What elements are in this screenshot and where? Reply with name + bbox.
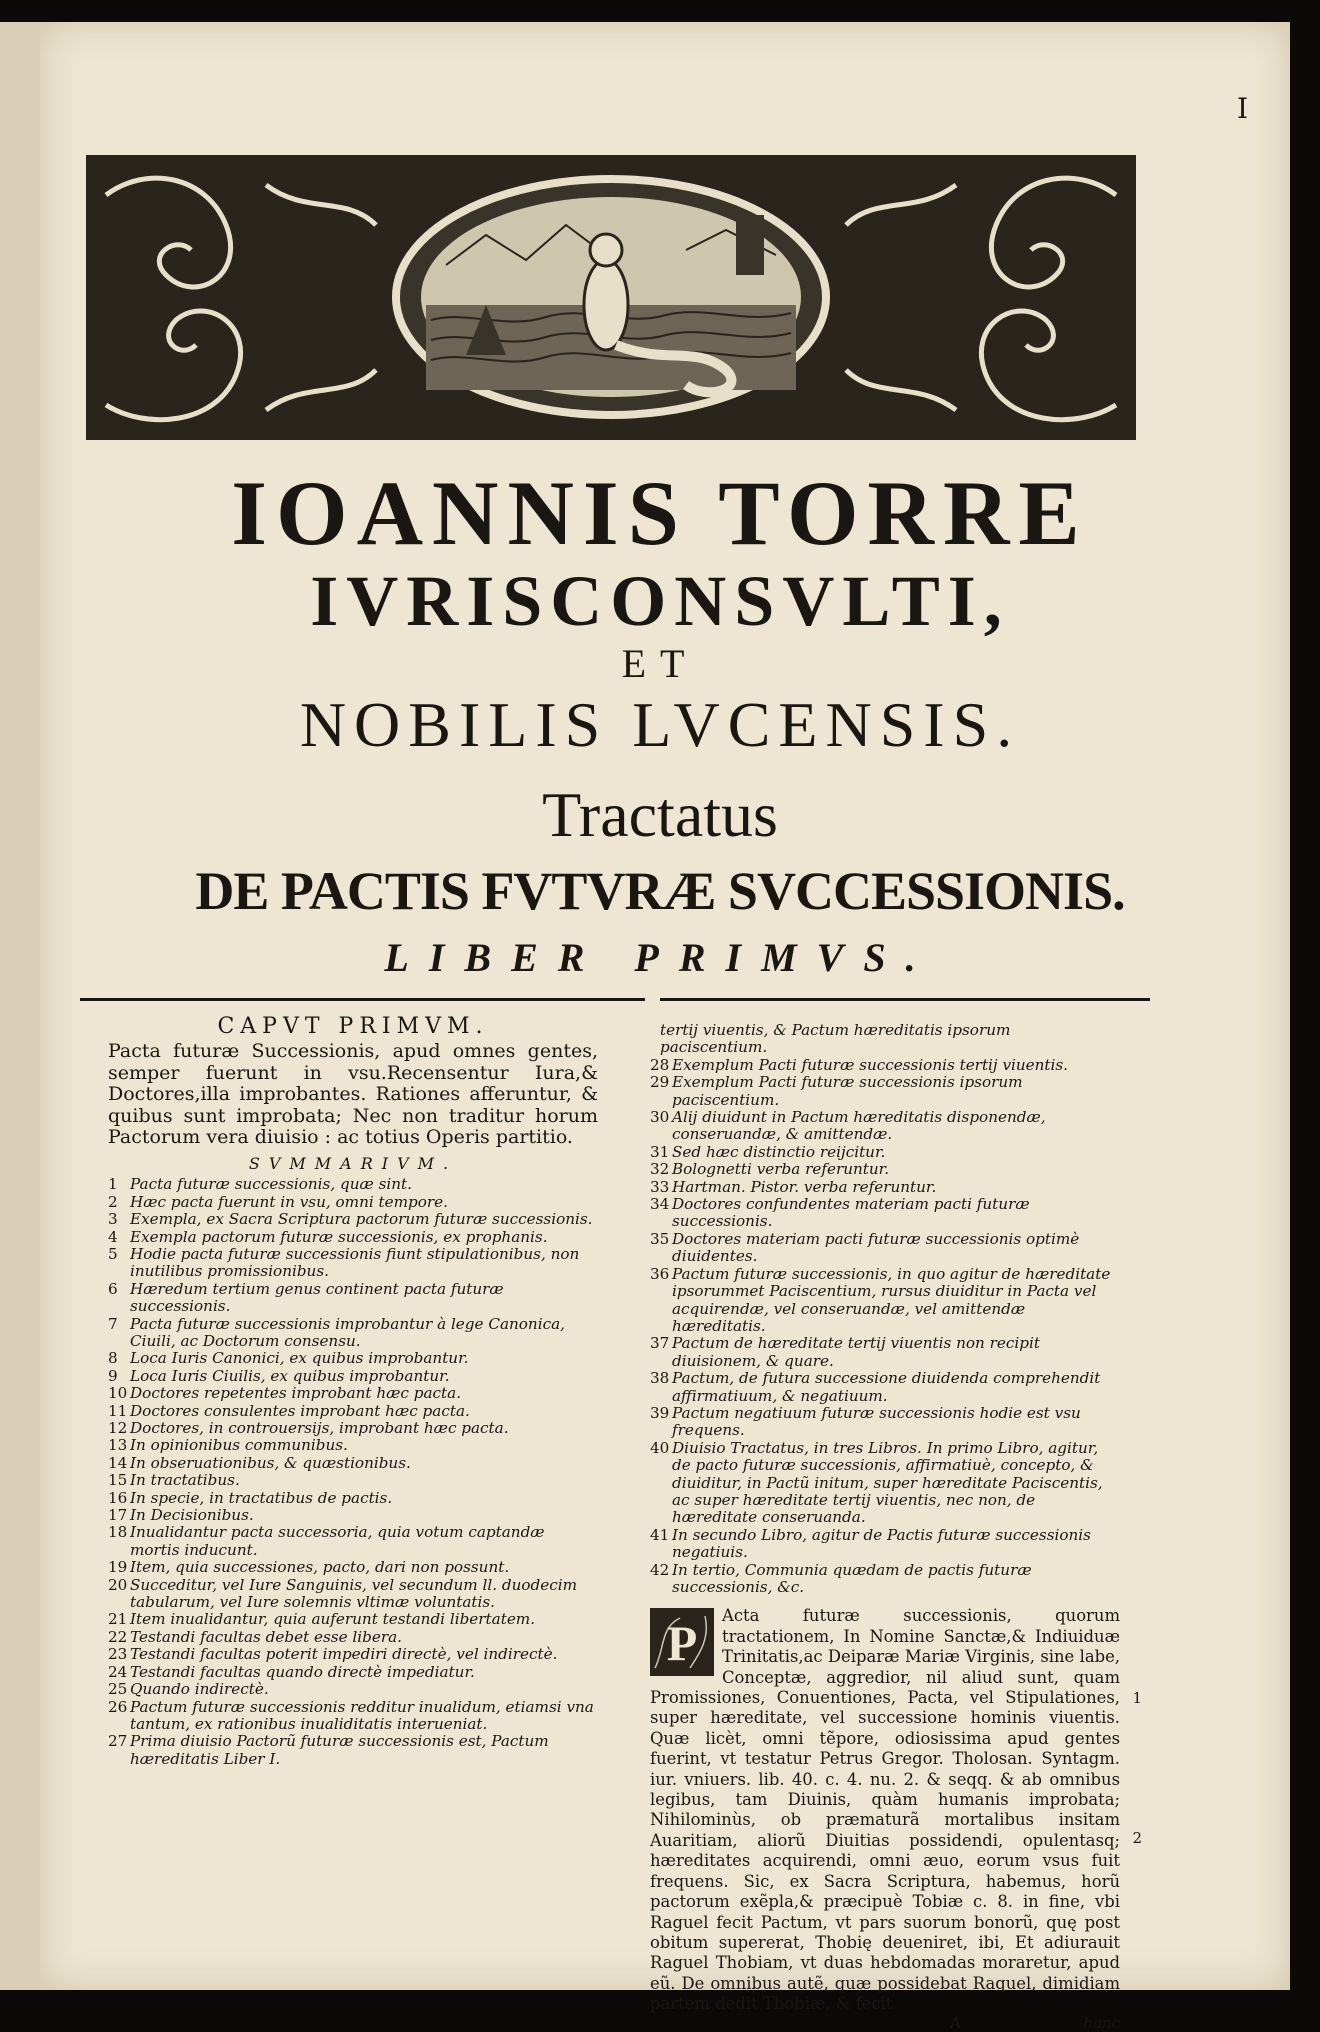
summary-item-text: Exemplum Pacti futuræ successionis ipsorum paciscentium.	[672, 1073, 1023, 1109]
summary-item-number: 8	[108, 1349, 118, 1368]
previous-page-edge	[0, 22, 42, 1990]
summary-item-number: 10	[108, 1384, 128, 1403]
summary-item-text: Prima diuisio Pactorũ futuræ successionis est, Pactum hæreditatis Liber I.	[130, 1732, 549, 1768]
summary-item-text: Item, quia successiones, pacto, dari non possunt.	[130, 1558, 510, 1577]
summary-item	[108, 1629, 598, 1646]
summary-item-number: 15	[108, 1471, 128, 1490]
signature-mark: A	[950, 2013, 961, 2032]
summary-item	[650, 1405, 1120, 1440]
summary-item	[108, 1472, 598, 1489]
summary-item-number: 9	[108, 1366, 118, 1385]
summary-item-text: Pacta futuræ successionis improbantur à lege Canonica, Ciuili, ac Doctorum consensu.	[130, 1314, 565, 1350]
summary-item-number: 31	[650, 1142, 670, 1161]
decorated-initial	[650, 1608, 714, 1676]
summary-item-number: 30	[650, 1108, 670, 1127]
summary-item-text: Loca Iuris Canonici, ex quibus improbantur.	[130, 1349, 469, 1368]
summary-item-number: 41	[650, 1525, 670, 1544]
summary-item	[108, 1194, 598, 1211]
summary-item	[650, 1231, 1120, 1266]
summary-item-number: 20	[108, 1575, 128, 1594]
summary-item	[650, 1109, 1120, 1144]
summary-item-number: 11	[108, 1401, 128, 1420]
summary-item	[108, 1646, 598, 1663]
summary-item-number: 36	[650, 1264, 670, 1283]
summary-item-number: 7	[108, 1314, 118, 1333]
summary-item-text: Testandi facultas poterit impediri directè, vel indirectè.	[130, 1645, 558, 1664]
chapter-body	[650, 1606, 1142, 2014]
catchword: hanc	[1083, 2013, 1120, 2032]
summary-item-text: In opinionibus communibus.	[130, 1436, 348, 1455]
body-paragraph: Acta futuræ successionis, quorum tractationem, In Nomine Sanctæ,& Indiuiduæ Trinitatis,ac Deiparæ Mariæ Virginis, sine labe, Conceptæ, aggredior, nil aliud sunt, quam Promissiones, Conuentiones, Pacta, vel Stipulationes, super hæreditate, vel successione hominis viuentis. Quæ licèt, omni tẽpore, odiosissima apud gentes fuerint, vt testatur Petrus Gregor. Tholosan. Syntagm. iur. vniuers. lib. 40. c. 4. nu. 2. & seqq. & ab omnibus legibus, tam Diuinis, quàm humanis improbata; Nihilominùs, ob præmaturã mortalibus insitam Auaritiam, aliorũ Diuitias possidendi, opulentasq; hæreditates acquirendi, omni æuo, eorum vsus fuit frequens. Sic, ex Sacra Scriptura, habemus, horũ pactorum exẽpla,& præcipuè Tobiæ c. 8. in fine, vbi Raguel fecit Pactum, vt pars suorum bonorũ, quę post obitum supererat, Thobię deueniret, ibi, Et adiurauit Raguel Thobiam, vt duas hebdomadas moraretur, apud eũ. De omnibus autẽ, quæ possidebat Raguel, dimidiam partem dedit Thobiæ, & fecit	[650, 1606, 1120, 2014]
summary-item-text: Bolognetti verba referuntur.	[672, 1160, 890, 1179]
summary-item-text: Pactum, de futura successione diuidenda comprehendit affirmatiuum, & negatiuum.	[672, 1369, 1101, 1405]
summary-item	[108, 1316, 598, 1351]
title-conjunction: ET	[621, 641, 699, 686]
summary-list-right	[650, 1057, 1120, 1597]
summary-item-number: 24	[108, 1662, 128, 1681]
page-number: I	[1236, 92, 1248, 125]
title-profession: IVRISCONSVLTI,	[310, 561, 1010, 641]
summary-item-number: 17	[108, 1506, 128, 1525]
summary-item	[108, 1681, 598, 1698]
summary-item-text: Doctores confundentes materiam pacti futuræ successionis.	[672, 1195, 1030, 1231]
summary-item-number: 26	[108, 1697, 128, 1716]
summary-item-text: Pacta futuræ successionis, quæ sint.	[130, 1175, 412, 1194]
divider-rule-left	[80, 998, 645, 1001]
summary-item	[650, 1074, 1120, 1109]
summary-item	[108, 1385, 598, 1402]
title-nobility: NOBILIS LVCENSIS.	[299, 689, 1021, 760]
summary-item-text: Doctores, in controuersijs, improbant hæc pacta.	[130, 1419, 509, 1437]
summary-item-text: Testandi facultas quando directè impediatur.	[130, 1662, 475, 1681]
summary-item	[650, 1179, 1120, 1196]
chapter-argument: Pacta futuræ Successionis, apud omnes gentes, semper fuerunt in vsu.Recensentur Iura,& Doctores,illa improbantes. Rationes afferuntur, & quibus sunt improbata; Nec non traditur horum Pactorum vera diuisio : ac totius Operis partitio.	[108, 1040, 598, 1149]
summary-item-text: Doctores materiam pacti futuræ successionis optimè diuidentes.	[672, 1229, 1080, 1266]
summary-item-text: Pactum futuræ successionis redditur inualidum, etiamsi vna tantum, ex rationibus inualiditatis interueniat.	[130, 1697, 594, 1733]
summary-item-text: Doctores repetentes improbant hæc pacta.	[130, 1384, 462, 1403]
summary-item-number: 28	[650, 1055, 670, 1074]
summary-continuation: tertij viuentis, & Pactum hæreditatis ipsorum paciscentium.	[660, 1021, 1011, 1057]
summary-item-number: 18	[108, 1523, 128, 1542]
summary-item	[650, 1440, 1120, 1527]
summary-item-number: 2	[108, 1192, 118, 1211]
summary-item-number: 40	[650, 1438, 670, 1457]
summary-item-text: In tertio, Communia quædam de pactis futuræ successionis, &c.	[672, 1560, 1032, 1596]
summary-item	[108, 1455, 598, 1472]
summary-item-number: 27	[108, 1732, 128, 1751]
summary-item	[108, 1524, 598, 1559]
title-book: LIBER PRIMVS.	[384, 935, 936, 980]
summary-item-number: 25	[108, 1680, 128, 1699]
summary-item-number: 42	[650, 1560, 670, 1579]
summary-item	[108, 1211, 598, 1228]
summary-item-text: Hodie pacta futuræ successionis fiunt stipulationibus, non inutilibus promissionibus.	[130, 1244, 580, 1281]
summary-item-text: Item inualidantur, quia auferunt testandi libertatem.	[130, 1610, 536, 1629]
summary-item-number: 6	[108, 1279, 118, 1298]
summary-item-number: 23	[108, 1645, 128, 1664]
title-author: IOANNIS TORRE	[231, 462, 1089, 564]
margin-note-1: 1	[1132, 1689, 1142, 1708]
summary-item-text: In obseruationibus, & quæstionibus.	[130, 1453, 411, 1472]
summary-item-number: 39	[650, 1403, 670, 1422]
summary-item-text: In specie, in tractatibus de pactis.	[130, 1488, 393, 1507]
summary-item	[108, 1559, 598, 1576]
summary-item-text: Diuisio Tractatus, in tres Libros. In primo Libro, agitur, de pacto futuræ successionis, affirmatiuè, concepto, & diuiditur, in Pactũ initum, super hæreditate Paciscentis, ac super hæreditate tertij viuentis, nec non, de hæreditate conseruanda.	[672, 1438, 1103, 1527]
summary-item-number: 5	[108, 1244, 118, 1263]
summary-item	[108, 1664, 598, 1681]
summary-item-text: Alij diuidunt in Pactum hæreditatis disponendæ, conseruandæ, & amittendæ.	[672, 1108, 1046, 1144]
summary-item-number: 19	[108, 1558, 128, 1577]
title-subject: DE PACTIS FVTVRÆ SVCCESSIONIS.	[195, 861, 1125, 921]
summary-item	[650, 1161, 1120, 1178]
summary-item	[108, 1611, 598, 1628]
summary-item	[650, 1335, 1120, 1370]
summary-item	[108, 1281, 598, 1316]
summary-item-number: 1	[108, 1175, 118, 1194]
summary-item-number: 14	[108, 1453, 128, 1472]
summary-item	[108, 1350, 598, 1367]
summary-item-number: 22	[108, 1627, 128, 1646]
summary-item-text: Exempla, ex Sacra Scriptura pactorum futuræ successionis.	[130, 1210, 593, 1229]
summary-item	[108, 1420, 598, 1437]
summary-item-number: 29	[650, 1073, 670, 1092]
summary-item-text: Pactum futuræ successionis, in quo agitur de hæreditate ipsorummet Paciscentium, rursus diuiditur in Pacta vel acquirendæ, vel conseruandæ, vel amittendæ hæreditatis.	[672, 1264, 1111, 1335]
summary-item-text: Sed hæc distinctio reijcitur.	[672, 1142, 886, 1161]
summary-item-text: Hæc pacta fuerunt in vsu, omni tempore.	[130, 1192, 448, 1211]
summary-list-left	[108, 1176, 598, 1768]
summary-item-text: In tractatibus.	[130, 1471, 240, 1490]
summary-item-text: Doctores consulentes improbant hæc pacta.	[130, 1401, 470, 1420]
summary-item	[108, 1176, 598, 1193]
summary-item	[108, 1733, 598, 1768]
summary-item	[650, 1266, 1120, 1336]
summary-item-text: Loca Iuris Ciuilis, ex quibus improbantur.	[130, 1366, 450, 1385]
summary-item	[650, 1196, 1120, 1231]
svg-text:P: P	[666, 1615, 698, 1672]
summary-item	[108, 1490, 598, 1507]
summary-item	[108, 1577, 598, 1612]
summary-item	[108, 1507, 598, 1524]
summary-item	[108, 1403, 598, 1420]
summary-item	[108, 1229, 598, 1246]
summary-item-text: Hæredum tertium genus continent pacta futuræ successionis.	[130, 1279, 504, 1316]
summary-item-text: Exemplum Pacti futuræ successionis tertij viuentis.	[672, 1055, 1069, 1074]
summary-item-number: 16	[108, 1488, 128, 1507]
divider-rule-right	[660, 998, 1150, 1001]
summary-item-text: Testandi facultas debet esse libera.	[130, 1627, 402, 1646]
page-footer	[650, 2015, 1120, 2032]
summary-item-number: 38	[650, 1369, 670, 1388]
summary-item	[650, 1370, 1120, 1405]
summary-item	[650, 1057, 1120, 1074]
summary-item	[650, 1527, 1120, 1562]
summary-item	[108, 1699, 598, 1734]
left-column	[108, 1014, 598, 1768]
summary-item-text: Succeditur, vel Iure Sanguinis, vel secundum ll. duodecim tabularum, vel Iure solemnis vltimæ voluntatis.	[130, 1575, 578, 1612]
summary-item-text: Exempla pactorum futuræ successionis, ex prophanis.	[130, 1227, 548, 1246]
chapter-heading: CAPVT PRIMVM.	[217, 1014, 489, 1039]
summary-item-text: Pactum negatiuum futuræ successionis hodie est vsu frequens.	[672, 1403, 1081, 1440]
summary-item-number: 34	[650, 1195, 670, 1214]
summary-item-number: 37	[650, 1334, 670, 1353]
summary-item-number: 32	[650, 1160, 670, 1179]
summary-item-text: Hartman. Pistor. verba referuntur.	[672, 1177, 937, 1196]
summary-item-number: 13	[108, 1436, 128, 1455]
woodcut-headpiece	[86, 155, 1136, 440]
summary-item	[108, 1246, 598, 1281]
summary-item-number: 4	[108, 1227, 118, 1246]
summary-item	[108, 1437, 598, 1454]
right-column	[650, 1021, 1142, 2032]
margin-note-2: 2	[1132, 1829, 1142, 1848]
summary-item-number: 12	[108, 1419, 128, 1437]
summary-item	[650, 1562, 1120, 1597]
summary-heading: SVMMARIVM.	[248, 1153, 458, 1173]
summary-item-text: In secundo Libro, agitur de Pactis futuræ successionis negatiuis.	[672, 1525, 1091, 1562]
summary-item-number: 21	[108, 1610, 128, 1629]
summary-item-number: 33	[650, 1177, 670, 1196]
summary-item	[650, 1144, 1120, 1161]
summary-item-text: Quando indirectè.	[130, 1680, 269, 1699]
summary-item-number: 35	[650, 1229, 670, 1248]
title-tractatus: Tractatus	[542, 779, 778, 850]
summary-item-text: Inualidantur pacta successoria, quia votum captandæ mortis inducunt.	[130, 1523, 545, 1559]
summary-item	[108, 1368, 598, 1385]
summary-item-number: 3	[108, 1210, 118, 1229]
summary-item-text: Pactum de hæreditate tertij viuentis non recipit diuisionem, & quare.	[672, 1334, 1040, 1370]
summary-item-text: In Decisionibus.	[130, 1506, 254, 1525]
